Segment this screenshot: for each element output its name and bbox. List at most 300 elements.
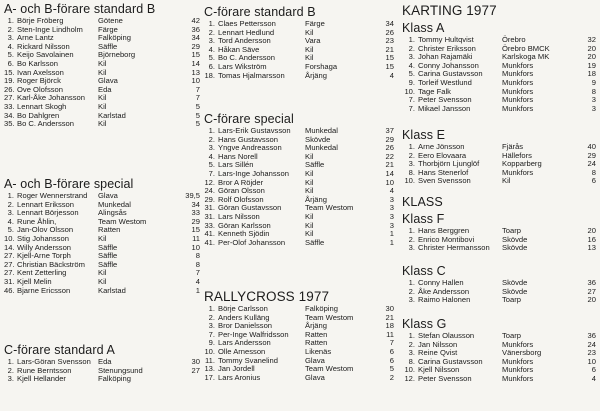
result-club: Alingsås [98,208,127,218]
section [402,212,596,253]
result-rank: 1. [208,126,215,135]
result-rank: 15. [4,67,15,77]
result-row [204,239,394,248]
result-points: 6 [591,176,596,186]
result-rank: 2. [7,24,14,34]
result-club: Ratten [305,338,328,348]
result-club: Kil [305,220,314,230]
result-row [4,120,200,129]
result-club: Årjäng [305,194,327,204]
section-rows [402,279,596,305]
result-name: Stefan Olausson [418,331,475,340]
result-club: Stenungsund [98,365,143,375]
result-club: Munkfors [502,69,534,79]
result-row [402,105,596,114]
result-rank: 1. [408,226,415,235]
section [402,128,596,186]
result-club: Kil [305,186,314,196]
result-points: 11 [192,233,200,243]
result-name: Tommy Hultqvist [418,35,474,44]
result-points: 30 [385,304,394,313]
result-rank: 4. [208,151,215,161]
result-club: Årjäng [305,70,327,80]
result-name: Kjell-Arne Torph [17,251,71,261]
result-points: 10 [191,242,200,252]
section-title: A- och B-förare standard B [4,2,156,16]
result-rank: 4. [7,41,14,51]
result-club: Munkedal [305,143,338,153]
result-row [402,177,596,186]
result-points: 10 [587,356,596,366]
section-rows [204,305,394,382]
result-points: 7 [389,338,394,348]
result-club: Falköping [98,33,131,43]
result-name: Lennart Eriksson [17,199,74,209]
result-name: Lars-Göran Svensson [17,357,91,366]
result-points: 36 [587,331,596,340]
result-name: Anders Kulläng [218,312,270,322]
result-points: 40 [587,142,596,151]
result-rank: 2. [408,286,415,296]
result-name: Bo C. Andersson [218,53,275,63]
result-points: 10 [385,177,394,187]
result-rank: 3. [408,52,415,62]
result-club: Munkfors [502,373,534,383]
result-rank: 2. [208,27,215,37]
result-points: 8 [591,167,596,177]
result-points: 13 [191,67,200,77]
result-name: Tomas Hjalmarsson [218,70,285,80]
result-name: Yngve Andreasson [218,143,282,153]
result-points: 26 [385,27,394,37]
result-rank: 5. [208,53,215,63]
result-rank: 9. [408,77,415,87]
result-rank: 1. [7,357,14,366]
result-rank: 4. [208,44,215,54]
result-rank: 19. [4,76,15,86]
result-club: Fjärås [502,142,524,151]
result-points: 36 [587,278,596,287]
result-club: Karlskoga MK [502,52,550,62]
result-name: Christer Hermansson [418,243,490,253]
result-name: Kjell Nilsson [418,365,460,375]
result-points: 34 [191,33,200,43]
result-club: Kil [98,93,107,103]
result-name: Reine Qvist [418,348,458,358]
section [204,112,394,247]
result-name: Bror Danielsson [218,321,273,331]
section-title: Klass G [402,317,447,331]
section-rows [204,20,394,80]
result-name: Roger Wennerstrand [17,191,88,200]
result-points: 29 [587,150,596,160]
section [402,317,596,384]
result-points: 6 [591,365,596,375]
result-name: Per-Olof Johansson [218,237,286,247]
result-points: 42 [191,16,200,25]
section-title: Klass A [402,21,445,35]
result-rank: 13. [204,364,215,374]
result-rank: 34. [4,110,15,120]
result-name: Ivan Axelsson [17,67,64,77]
result-points: 2 [389,372,394,382]
result-points: 3 [591,95,596,105]
result-club: Skövde [502,278,528,287]
result-club: Kil [502,176,511,186]
result-points: 4 [389,186,394,196]
result-name: Jan Jordell [218,364,255,374]
result-name: Kenneth Sjödin [218,229,270,239]
result-points: 16 [587,234,596,244]
result-name: Göran Olsson [218,186,265,196]
result-club: Munkfors [502,167,534,177]
result-points: 5 [195,101,200,111]
section-title: Klass C [402,264,446,278]
result-points: 5 [389,364,394,374]
section-title: C-förare standard B [204,5,316,19]
result-name: Rolf Olofsson [218,194,264,204]
result-points: 3 [389,220,394,230]
result-points: 15 [385,61,394,71]
result-club: Säffle [98,259,118,269]
result-points: 1 [195,285,200,295]
result-rank: 27. [4,251,15,261]
result-rank: 10. [404,365,415,375]
result-rank: 8. [408,356,415,366]
result-points: 14 [385,168,394,178]
result-club: Falköping [98,374,131,384]
result-rank: 3. [208,321,215,331]
result-rank: 33. [4,101,15,111]
result-rank: 7. [408,103,415,113]
result-row [402,375,596,384]
result-name: Christer Eriksson [418,43,476,53]
section-title: C-förare special [204,112,294,126]
result-rank: 10. [404,86,415,96]
section [402,195,596,209]
result-name: Lennart Hedlund [218,27,275,37]
result-name: Willy Andersson [17,242,72,252]
result-points: 3 [389,194,394,204]
section-title: RALLYCROSS 1977 [204,289,330,304]
result-club: Munkfors [502,365,534,375]
result-rank: 26. [4,84,15,94]
result-club: Team Westom [305,364,354,374]
result-points: 15 [385,53,394,63]
result-club: Kil [98,67,107,77]
result-points: 23 [587,348,596,358]
result-points: 18 [587,69,596,79]
result-points: 1 [389,229,394,239]
result-points: 39,5 [185,191,200,200]
result-rank: 2. [7,199,14,209]
section [402,264,596,305]
result-rank: 1. [408,142,415,151]
result-club: Glava [98,191,118,200]
result-name: Hans Norell [218,151,258,161]
karting-title: KARTING 1977 [402,3,497,18]
result-club: Skövde [502,243,528,253]
result-rank: 46. [4,285,15,295]
result-points: 21 [385,160,394,170]
result-points: 20 [587,295,596,305]
result-club: Kil [98,101,107,111]
result-points: 23 [385,36,394,46]
result-club: Örebro BMCK [502,43,550,53]
result-rank: 5. [7,225,14,235]
result-name: Kent Zetterling [17,268,67,278]
result-points: 29 [191,41,200,51]
result-club: Glava [305,372,325,382]
result-club: Skövde [305,134,331,144]
result-name: Hans Stenerlof [418,167,469,177]
result-row [204,374,394,383]
result-rank: 3. [408,159,415,169]
result-rank: 6. [208,61,215,71]
result-name: Bror A Röjder [218,177,264,187]
result-name: Lars-Inge Johansson [218,168,289,178]
result-points: 33 [191,208,200,218]
result-name: Ove Olofsson [17,84,64,94]
result-points: 15 [191,225,200,235]
result-rank: 1. [208,304,215,313]
result-name: Johan Rajamäki [418,52,473,62]
result-points: 27 [191,365,200,375]
result-rank: 31. [204,203,215,213]
result-name: Christian Bäckström [17,259,85,269]
result-rank: 9. [208,338,215,348]
result-rank: 3. [208,143,215,153]
result-club: Kopparberg [502,159,542,169]
result-name: Lennart Skogh [17,101,67,111]
result-points: 11 [386,329,394,339]
result-rank: 1. [7,191,14,200]
result-name: Lars-Erik Gustavsson [218,126,291,135]
result-row [4,287,200,296]
result-points: 10 [191,76,200,86]
result-points: 30 [191,357,200,366]
result-club: Kil [305,211,314,221]
result-points: 6 [389,346,394,356]
result-name: Olle Arnesson [218,346,266,356]
section-rows [402,36,596,113]
result-name: Jan Nilsson [418,339,458,349]
result-club: Team Westom [305,312,354,322]
result-rank: 3. [7,33,14,43]
result-points: 8 [195,251,200,261]
section-rows [4,17,200,129]
result-name: Hans Gustavsson [218,134,278,144]
result-rank: 1. [408,331,415,340]
result-name: Claes Pettersson [218,19,276,28]
result-points: 3 [591,103,596,113]
section [4,2,200,129]
result-rank: 14. [4,242,15,252]
result-name: Karl-Åke Johansson [17,93,85,103]
result-rank: 2. [208,134,215,144]
result-points: 15 [191,50,200,60]
result-name: Sven Svensson [418,176,471,186]
section [402,21,596,113]
section-rows [402,332,596,384]
section [204,290,394,382]
result-rank: 2. [408,339,415,349]
result-club: Kil [98,58,107,68]
result-rank: 18. [204,70,215,80]
result-name: Bjarne Ericsson [17,285,71,295]
result-name: Thorbjörn Ljunglöf [418,159,480,169]
result-club: Toarp [502,295,521,305]
result-points: 3 [389,211,394,221]
result-name: Bo Dahlgren [17,110,60,120]
result-rank: 10. [4,233,15,243]
result-club: Falköping [305,304,338,313]
section [4,177,200,295]
result-rank: 41. [204,237,215,247]
result-rank: 12. [404,373,415,383]
result-rank: 2. [7,365,14,375]
result-club: Kil [98,268,107,278]
result-points: 24 [587,159,596,169]
result-points: 20 [587,43,596,53]
result-club: Björneborg [98,50,136,60]
result-rank: 10. [204,346,215,356]
result-club: Munkfors [502,356,534,366]
result-rank: 1. [408,278,415,287]
result-name: Börje Fröberg [17,16,64,25]
result-club: Kil [305,44,314,54]
result-rank: 27. [4,268,15,278]
result-club: Toarp [502,331,521,340]
result-rank: 6. [7,58,14,68]
result-rank: 8. [408,167,415,177]
result-points: 4 [195,276,200,286]
result-points: 9 [591,77,596,87]
result-name: Raimo Halonen [418,295,471,305]
result-club: Munkedal [305,126,338,135]
result-name: Bo C. Andersson [17,119,74,129]
result-name: Sten-Inge Lindholm [17,24,83,34]
result-name: Rickard Nilsson [17,41,70,51]
result-club: Säffle [98,251,118,261]
result-club: Säffle [305,237,325,247]
result-name: Lars Sillén [218,160,254,170]
result-points: 20 [587,226,596,235]
result-points: 32 [587,35,596,44]
result-points: 18 [385,321,394,331]
result-points: 37 [385,126,394,135]
result-rank: 2. [408,234,415,244]
result-club: Likenäs [305,346,332,356]
result-club: Färge [305,19,325,28]
result-row [402,296,596,305]
section-title: Klass F [402,212,445,226]
result-name: Torleif Westlund [418,77,472,87]
result-club: Kil [305,27,314,37]
section-title: C-förare standard A [4,343,115,357]
result-club: Munkfors [502,103,534,113]
section [204,5,394,80]
result-name: Håkan Säve [218,44,260,54]
result-name: Lennart Börjesson [17,208,79,218]
result-points: 21 [385,312,394,322]
result-club: Örebro [502,35,526,44]
result-row [402,244,596,253]
result-club: Team Westom [305,203,354,213]
result-rank: 29. [204,194,215,204]
section-title: Klass E [402,128,446,142]
result-club: Munkfors [502,77,534,87]
result-points: 7 [195,93,200,103]
result-club: Skövde [502,286,528,296]
result-points: 22 [385,151,394,161]
result-name: Stig Johansson [17,233,69,243]
result-name: Peter Svensson [418,95,472,105]
result-name: Lars Nilsson [218,211,260,221]
result-club: Munkedal [98,199,131,209]
result-name: Enrico Montibovi [418,234,475,244]
result-name: Carina Gustavsson [418,356,483,366]
result-points: 5 [195,119,200,129]
result-club: Säffle [98,242,118,252]
result-rank: 3. [408,348,415,358]
result-rank: 33. [204,220,215,230]
result-club: Kil [305,229,314,239]
result-club: Kil [305,53,314,63]
result-name: Per-Inge Walfridsson [218,329,289,339]
result-club: Ratten [98,225,121,235]
result-points: 36 [191,24,200,34]
result-points: 4 [389,70,394,80]
result-name: Carina Gustavsson [418,69,483,79]
result-club: Glava [98,76,118,86]
result-name: Rune Åhlin, [17,216,57,226]
result-points: 3 [389,203,394,213]
result-rank: 31. [4,276,15,286]
result-rank: 2. [208,312,215,322]
result-rank: 11. [205,355,215,365]
result-rank: 1. [408,35,415,44]
result-club: Kil [305,168,314,178]
result-rank: 10. [404,176,415,186]
section-rows [402,227,596,253]
result-points: 8 [591,86,596,96]
result-row [4,375,200,384]
result-club: Munkfors [502,95,534,105]
result-name: Lars Aronius [218,372,261,382]
result-name: Keijo Savolainen [17,50,74,60]
result-rank: 27. [4,259,15,269]
result-points: 29 [385,134,394,144]
result-name: Roger Björck [17,76,61,86]
result-club: Glava [305,355,325,365]
result-points: 14 [191,58,200,68]
result-points: 34 [191,199,200,209]
result-rank: 3. [7,374,14,384]
result-name: Eero Elovaara [418,150,467,160]
result-rank: 31. [204,211,215,221]
result-name: Jan-Olov Olsson [17,225,74,235]
result-rank: 7. [208,168,215,178]
result-name: Arne Lantz [17,33,54,43]
result-name: Lars Andersson [218,338,271,348]
result-rank: 17. [204,372,215,382]
result-name: Lars Wikström [218,61,267,71]
result-rank: 4. [408,60,415,70]
result-rank: 3. [408,243,415,253]
result-name: Rune Berntsson [17,365,72,375]
result-name: Mikael Jansson [418,103,471,113]
